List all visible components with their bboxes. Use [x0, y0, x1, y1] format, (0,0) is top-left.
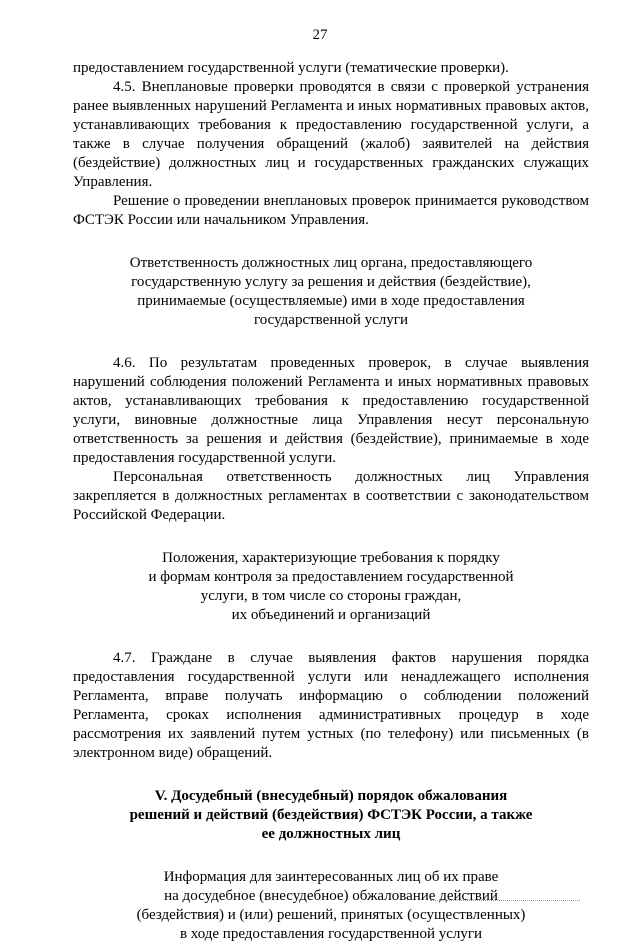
section-heading-responsibility	[73, 254, 589, 330]
heading-line: решений и действий (бездействия) ФСТЭК России, а также	[129, 807, 533, 823]
document-body	[73, 59, 589, 944]
section-heading-appeal-info	[73, 868, 589, 944]
paragraph-decision: Решение о проведении внеплановых проверок принимается руководством ФСТЭК России или начальником Управления.	[73, 193, 589, 228]
paragraph-4-5: 4.5. Внеплановые проверки проводятся в связи с проверкой устранения ранее выявленных нарушений Регламента и иных нормативных правовых актов, устанавливающих требования к предоставлению государственной услуги, а также в случае получения обращений (жалоб) заявителей на действия (бездействие) должностных лиц и государственных гражданских служащих Управления.	[73, 79, 589, 190]
heading-line: на досудебное (внесудебное) обжалование действий	[164, 888, 498, 904]
heading-line: Ответственность должностных лиц органа, предоставляющего	[129, 255, 533, 271]
heading-line: их объединений и организаций	[231, 607, 431, 623]
paragraph-continuation: предоставлением государственной услуги (тематические проверки).	[73, 60, 509, 76]
heading-line: услуги, в том числе со стороны граждан,	[200, 588, 462, 604]
heading-line: и формам контроля за предоставлением государственной	[148, 569, 514, 585]
heading-line: Положения, характеризующие требования к порядку	[162, 550, 500, 566]
section-heading-control-requirements	[73, 549, 589, 625]
heading-line: ее должностных лиц	[261, 826, 401, 842]
heading-line: V. Досудебный (внесудебный) порядок обжалования	[154, 788, 508, 804]
heading-line: государственной услуги	[254, 312, 408, 328]
chapter-heading-v	[73, 787, 589, 844]
page-number: 27	[312, 27, 328, 43]
paragraph-personal-responsibility: Персональная ответственность должностных лиц Управления закрепляется в должностных регламентах в соответствии с законодательством Российской Федерации.	[73, 469, 589, 523]
paragraph-4-6: 4.6. По результатам проведенных проверок, в случае выявления нарушений соблюдения положений Регламента и иных нормативных правовых актов, устанавливающих требования к предоставлению государственной услуги, виновные должностные лица Управления несут персональную ответственность за решения и действия (бездействие), принимаемые в ходе предоставления государственной услуги.	[73, 355, 589, 466]
paragraph-4-7: 4.7. Граждане в случае выявления фактов нарушения порядка предоставления государственной услуги или ненадлежащего исполнения Регламента, вправе получать информацию о соблюдении положений Регламента, сроках исполнения административных процедур в ходе рассмотрения их заявлений путем устных (по телефону) или письменных (в электронном виде) обращений.	[73, 650, 589, 761]
heading-line: государственную услугу за решения и действия (бездействие),	[131, 274, 531, 290]
heading-line: принимаемые (осуществляемые) ими в ходе предоставления	[137, 293, 525, 309]
heading-line: Информация для заинтересованных лиц об их праве	[163, 869, 499, 885]
heading-line: в ходе предоставления государственной услуги	[179, 926, 483, 942]
heading-line: (бездействия) и (или) решений, принятых (осуществленных)	[136, 907, 526, 923]
scan-artifact-line	[430, 900, 580, 902]
